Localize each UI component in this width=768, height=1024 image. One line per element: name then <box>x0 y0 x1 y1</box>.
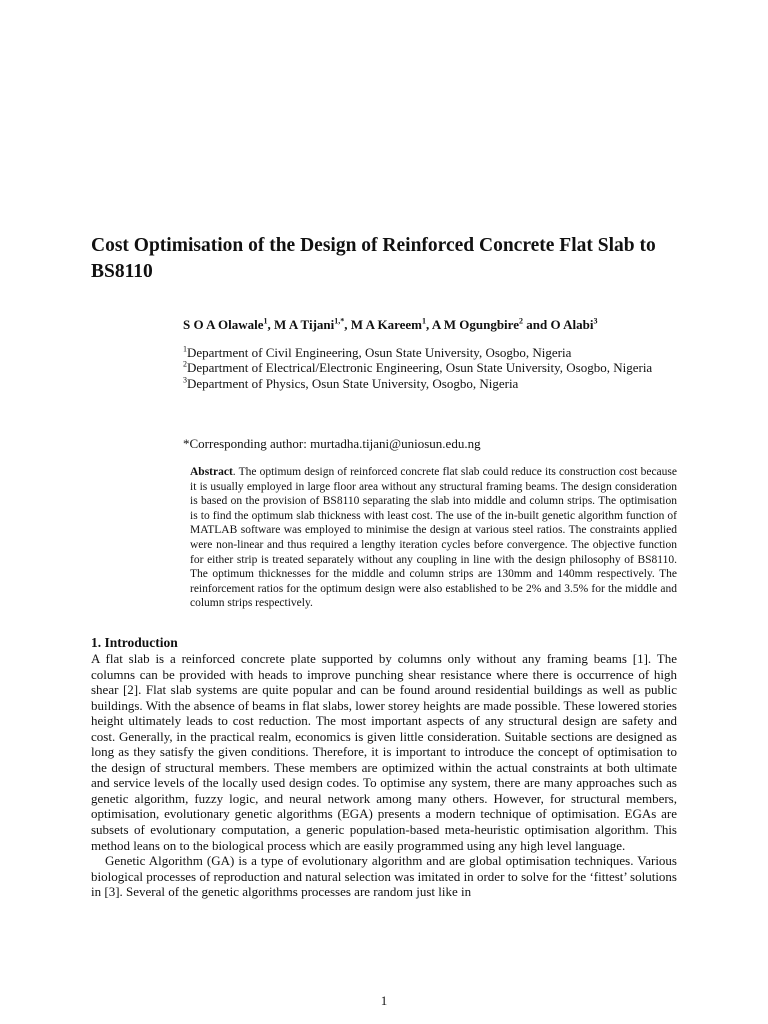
body-paragraph: A flat slab is a reinforced concrete plate supported by columns only without any framing beams [1]. The columns can be provided with heads to improve punching shear resistance where there is occurrence of high shear [2]. Flat slab systems are quite popular and can be found around residential buildings as well as public buildings. With the absence of beams in flat slabs, lower storey heights are made possible. These lowered stories height ultimately leads to cost reduction. The most important aspects of any structural design are safety and cost. Generally, in the practical realm, economics is given little consideration. Suitable sections are designed as long as they satisfy the given conditions. Therefore, it is important to introduce the concept of optimisation to the design of structural members. These members are optimized within the actual constraints at both ultimate and service levels of the locally used design codes. To optimise any system, there are many approaches such as genetic algorithm, fuzzy logic, and neural network among many others. However, for structural members, optimisation, evolutionary genetic algorithms (EGA) presents a modern technique of optimisation. EGAs are subsets of evolutionary computation, a generic population-based meta-heuristic optimisation algorithm. This method leans on to the biological process which are easily programmed using any high level language. <box>91 651 677 853</box>
introduction-body <box>91 651 677 900</box>
affiliation-mark: 1 <box>183 344 187 354</box>
affiliation-item <box>183 345 677 360</box>
section-heading-introduction: 1. Introduction <box>91 635 178 650</box>
affiliation-mark: 3 <box>183 375 187 385</box>
author-separator: and <box>522 317 551 332</box>
affiliation-item <box>183 376 677 391</box>
author-name: S O A Olawale <box>183 317 264 332</box>
body-paragraph: Genetic Algorithm (GA) is a type of evolutionary algorithm and are global optimisation techniques. Various biological processes of reproduction and natural selection was imitated in order to solve for the ‘fittest’ solutions in [3]. Several of the genetic algorithms processes are random just like in <box>91 853 677 900</box>
abstract-label: Abstract <box>190 466 233 478</box>
affiliation-text: Department of Physics, Osun State University, Osogbo, Nigeria <box>187 375 519 391</box>
author-list <box>183 317 683 333</box>
author-separator: , <box>267 317 275 332</box>
affiliation-mark: 2 <box>183 359 187 369</box>
author-affil-mark: 2 <box>518 316 523 326</box>
paper-title: Cost Optimisation of the Design of Reinforced Concrete Flat Slab to BS8110 <box>91 235 656 282</box>
page-number: 1 <box>380 993 388 1008</box>
author-affil-mark: 1,* <box>334 316 345 326</box>
author-name: A M Ogungbire <box>431 317 519 332</box>
corresponding-author: *Corresponding author: murtadha.tijani@uniosun.edu.ng <box>183 436 481 451</box>
author-separator: , <box>426 317 432 332</box>
affiliation-text: Department of Civil Engineering, Osun State University, Osogbo, Nigeria <box>187 345 572 360</box>
author-name: M A Kareem <box>350 317 423 332</box>
affiliation-item <box>183 360 677 375</box>
abstract <box>190 465 677 611</box>
author-affil-mark: 3 <box>593 316 598 326</box>
abstract-text: . The optimum design of reinforced concrete flat slab could reduce its construction cost because it is usually employed in large floor area without any structural framing beams. The design consideration is based on the provision of BS8110 separating the slab into middle and column strips. The optimisation is to find the optimum slab thickness with least cost. The use of the in-built genetic algorithm function of MATLAB software was employed to minimise the design at various steel ratios. The constraints applied were non-linear and thus required a lengthy iteration cycles before convergence. The objective function for either strip is treated separately without any coupling in line with the design philosophy of BS8110. The optimum thicknesses for the middle and column strips are 130mm and 140mm respectively. The reinforcement ratios for the optimum design were also established to be 2% and 3.5% for the middle and column strips respectively. <box>190 466 677 610</box>
author-name: O Alabi <box>550 317 594 332</box>
author-separator: , <box>344 317 351 332</box>
author-affil-mark: 1 <box>422 316 427 326</box>
author-name: M A Tijani <box>274 317 335 332</box>
affiliation-list <box>183 345 677 391</box>
affiliation-text: Department of Electrical/Electronic Engineering, Osun State University, Osogbo, Nigeria <box>187 360 653 376</box>
author-affil-mark: 1 <box>263 316 268 326</box>
